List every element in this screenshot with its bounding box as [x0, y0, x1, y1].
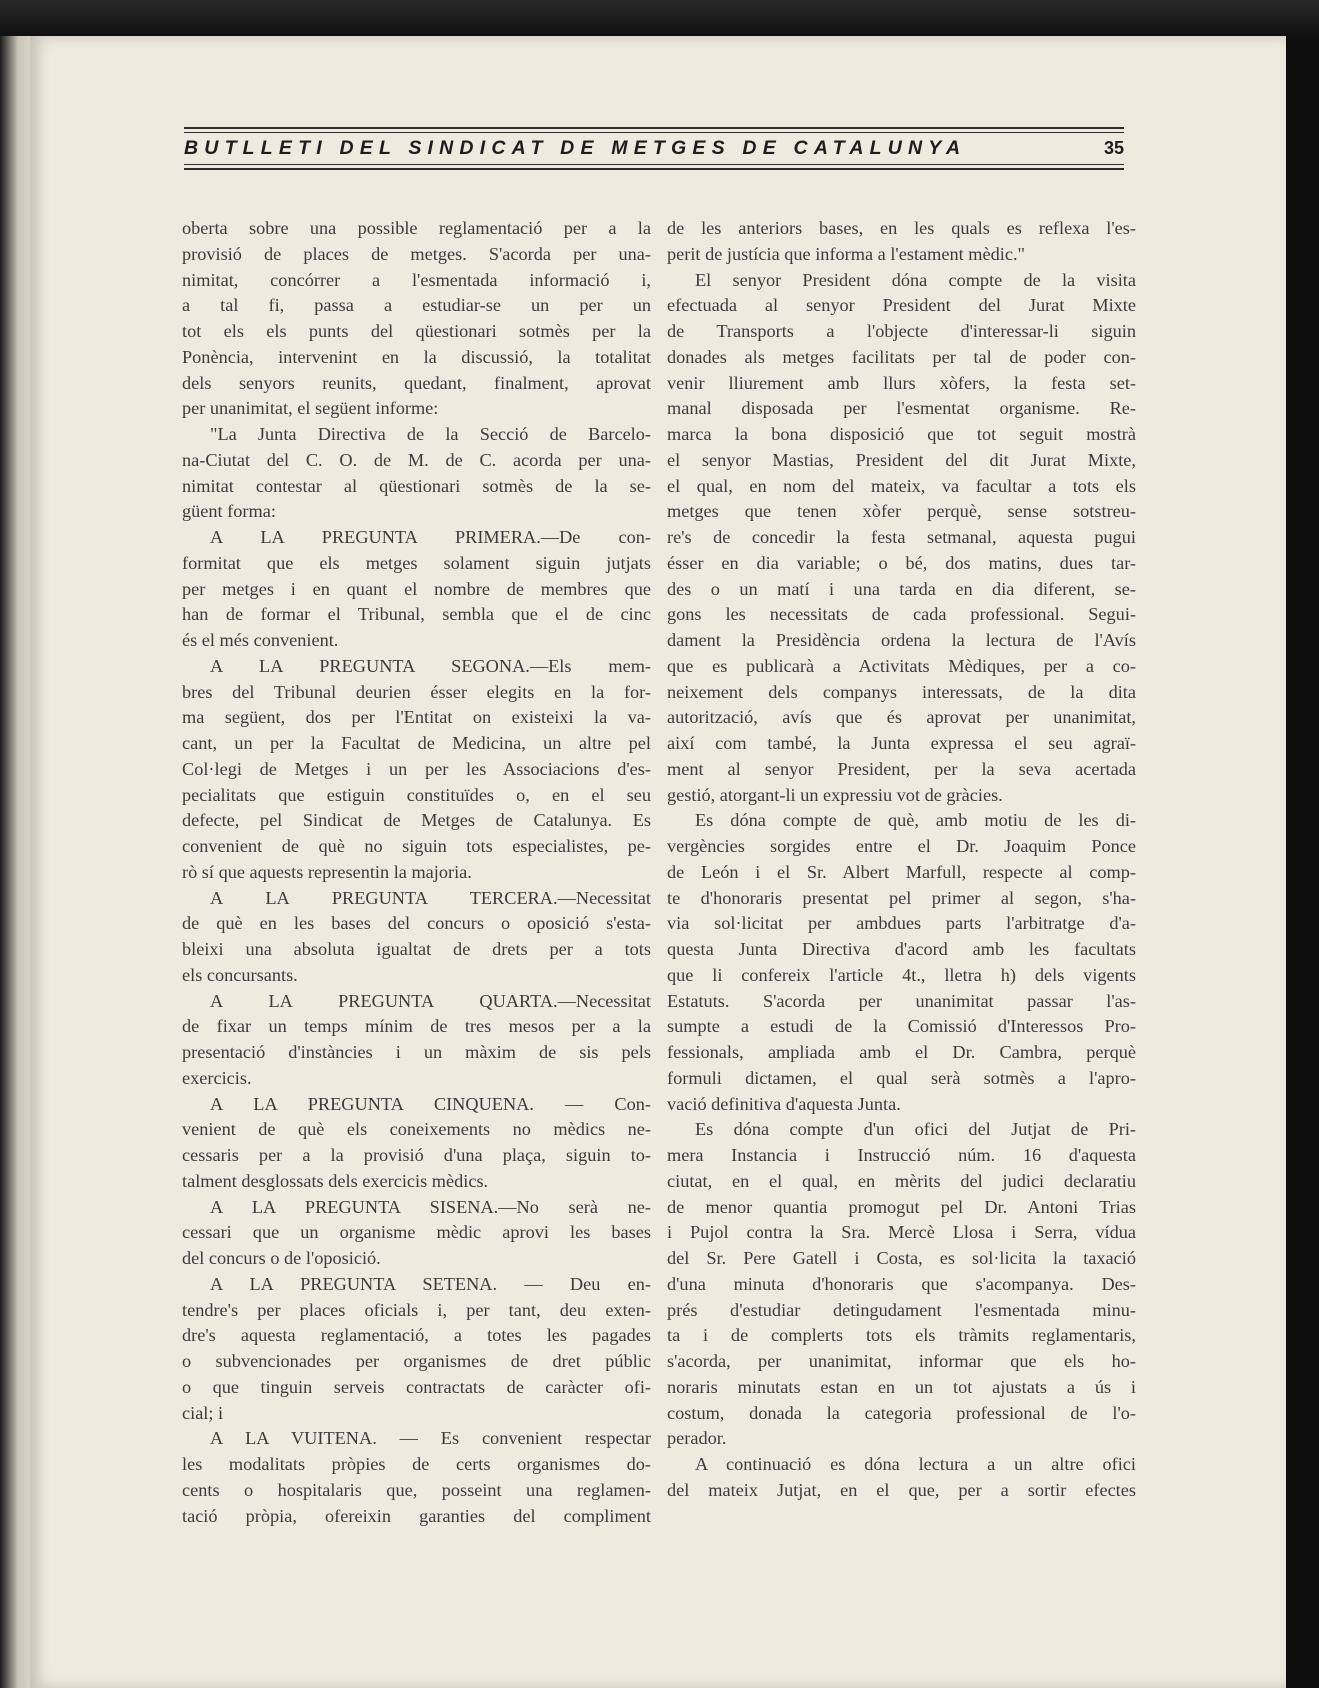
header-rule-bottom: [184, 168, 1124, 170]
text-line: bleixi una absoluta igualtat de drets per a tots: [182, 939, 651, 959]
text-line: pecialitats que estiguin constituïdes o, en el seu: [182, 784, 651, 805]
text-line: del Sr. Pere Gatell i Costa, es sol·licita la taxació: [667, 1248, 1136, 1268]
text-line: exercicis.: [182, 1067, 252, 1088]
text-line: Ponència, intervenint en la discussió, la totalitat: [182, 346, 651, 367]
text-line: i Pujol contra la Sra. Mercè Llosa i Serra, vídua: [667, 1222, 1136, 1243]
text-line: defecte, pel Sindicat de Metges de Catalunya. Es: [182, 810, 651, 831]
text-line: neixement dels companys interessats, de la dita: [667, 681, 1136, 702]
text-line: dre's aquesta reglamentació, a totes les pagades: [182, 1325, 651, 1346]
text-line: així com també, la Junta expressa el seu agraï-: [667, 733, 1136, 753]
text-line: vació definitiva d'aquesta Junta.: [667, 1093, 901, 1114]
text-line: güent forma:: [182, 501, 276, 522]
text-line: A LA VUITENA. — Es convenient respectar: [210, 1428, 651, 1449]
header-rule-top-thin: [184, 132, 1124, 133]
text-line: Col·legi de Metges i un per les Associacions d'es-: [182, 758, 651, 779]
text-line: venient de què els coneixements no mèdics ne-: [182, 1119, 651, 1140]
text-line: na-Ciutat del C. O. de M. de C. acorda per una-: [182, 449, 651, 470]
header-row: [184, 137, 1124, 160]
book-gutter: [0, 36, 30, 1688]
text-line: el senyor Mastias, President del dit Jurat Mixte,: [667, 449, 1136, 470]
text-line: que es publicarà a Activitats Mèdiques, per a co-: [667, 655, 1136, 676]
text-line: vergències sorgides entre el Dr. Joaquim Ponce: [667, 836, 1136, 856]
text-line: de què en les bases del concurs o oposició s'esta-: [182, 913, 651, 934]
text-line: de menor quantia promogut pel Dr. Antoni Trias: [667, 1196, 1136, 1217]
text-line: de fixar un temps mínim de tres mesos per a la: [182, 1016, 651, 1037]
text-line: A LA PREGUNTA SISENA.—No serà ne-: [210, 1196, 651, 1217]
header-rule-top: [184, 127, 1124, 129]
text-line: d'una minuta d'honoraris que s'acompanya. Des-: [667, 1273, 1136, 1294]
text-line: formitat que els metges solament siguin jutjats: [182, 552, 651, 573]
page-number: 35: [1103, 138, 1124, 158]
text-line: oberta sobre una possible reglamentació per a la: [182, 218, 651, 238]
scan-top-edge: [0, 0, 1319, 36]
text-line: perador.: [667, 1428, 727, 1449]
text-line: del mateix Jutjat, en el que, per a sortir efectes: [667, 1479, 1136, 1500]
text-line: perit de justícia que informa a l'estament mèdic.": [667, 243, 1025, 264]
text-line: A LA PREGUNTA SEGONA.—Els mem-: [210, 655, 651, 676]
text-line: ta i de complerts tots els tràmits reglamentaris,: [667, 1325, 1136, 1346]
text-line: talment desglossats dels exercicis mèdics.: [182, 1170, 489, 1191]
text-line: nimitat contestar al qüestionari sotmès de la se-: [182, 475, 651, 496]
text-line: els concursants.: [182, 964, 298, 985]
text-line: tendre's per places oficials i, per tant, deu exten-: [182, 1299, 651, 1320]
text-line: manal disposada per l'esmentat organisme. Re-: [667, 398, 1136, 419]
text-line: del concurs o de l'oposició.: [182, 1248, 381, 1268]
text-line: mera Instancia i Instrucció núm. 16 d'aquesta: [667, 1145, 1136, 1165]
text-line: dels senyors reunits, quedant, finalment, aprovat: [182, 372, 651, 393]
text-column-left: [182, 216, 651, 1529]
text-line: s'acorda, per unanimitat, informar que els ho-: [667, 1351, 1136, 1371]
text-line: efectuada al senyor President del Jurat Mixte: [667, 295, 1136, 316]
text-line: des o un matí i una tarda en dia diferent, se-: [667, 578, 1136, 599]
text-line: de les anteriors bases, en les quals es reflexa l'es-: [667, 218, 1136, 238]
text-line: dament la Presidència ordena la lectura de l'Avís: [667, 630, 1136, 650]
text-line: noraris minutats estan en un tot ajustats a ús i: [667, 1376, 1136, 1397]
text-line: A LA PREGUNTA PRIMERA.—De con-: [210, 527, 651, 547]
text-line: a tal fi, passa a estudiar-se un per un: [182, 295, 651, 316]
text-line: prés d'estudiar detingudament l'esmentada minu-: [667, 1299, 1136, 1320]
text-line: per metges i en quant el nombre de membres que: [182, 578, 651, 599]
text-line: presentació d'instàncies i un màxim de sis pels: [182, 1042, 651, 1062]
text-line: per unanimitat, el següent informe:: [182, 398, 439, 419]
text-line: de Transports a l'objecte d'interessar-li siguin: [667, 321, 1136, 341]
text-line: metges que tenen xòfer perquè, sense sotstreu-: [667, 501, 1136, 522]
text-line: bres del Tribunal deurien ésser elegits en la for-: [182, 681, 651, 702]
running-title: BUTLLETI DEL SINDICAT DE METGES DE CATALUNYA: [184, 137, 967, 159]
text-line: cessaris per a la provisió d'una plaça, siguin to-: [182, 1145, 651, 1165]
text-line: A LA PREGUNTA TERCERA.—Necessitat: [210, 887, 651, 908]
text-line: re's de concedir la festa setmanal, aquesta pugui: [667, 527, 1136, 547]
text-line: ésser en dia variable; o bé, dos matins, dues tar-: [667, 552, 1136, 573]
text-line: donades als metges facilitats per tal de poder con-: [667, 346, 1136, 367]
text-line: convenient de què no siguin tots especialistes, pe-: [182, 836, 651, 856]
text-line: les modalitats pròpies de certs organismes do-: [182, 1454, 651, 1474]
text-line: cessari que un organisme mèdic aprovi les bases: [182, 1222, 651, 1243]
header-rule-bottom-thin: [184, 164, 1124, 165]
text-line: sumpte a estudi de la Comissió d'Interessos Pro-: [667, 1016, 1136, 1037]
text-line: ciutat, en el qual, en mèrits del judici declaratiu: [667, 1170, 1136, 1191]
page-header: [184, 127, 1124, 173]
text-line: o que tinguin serveis contractats de caràcter ofi-: [182, 1376, 651, 1397]
text-column-right: [667, 216, 1136, 1504]
text-line: Estatuts. S'acorda per unanimitat passar l'as-: [667, 990, 1136, 1011]
text-line: el qual, en nom del mateix, va facultar a tots els: [667, 475, 1136, 496]
text-line: Es dóna compte de què, amb motiu de les di-: [695, 810, 1136, 831]
text-line: fessionals, ampliada amb el Dr. Cambra, perquè: [667, 1042, 1136, 1062]
text-line: nimitat, concórrer a l'esmentada informació i,: [182, 269, 651, 290]
text-line: Es dóna compte d'un ofici del Jutjat de Pri-: [695, 1119, 1136, 1140]
text-line: gons les necessitats de cada professional. Segui-: [667, 604, 1136, 625]
text-line: A LA PREGUNTA CINQUENA. — Con-: [210, 1093, 651, 1114]
text-line: venir lliurement amb llurs xòfers, la festa set-: [667, 372, 1136, 393]
text-line: que li confereix l'article 4t., lletra h) dels vigents: [667, 964, 1136, 985]
text-line: A continuació es dóna lectura a un altre ofici: [695, 1454, 1136, 1474]
text-line: provisió de places de metges. S'acorda per una-: [182, 243, 651, 264]
text-line: costum, donada la categoria professional de l'o-: [667, 1402, 1136, 1423]
text-line: o subvencionades per organismes de dret públic: [182, 1351, 651, 1371]
text-line: cial; i: [182, 1402, 224, 1423]
text-line: és el més convenient.: [182, 630, 339, 650]
text-line: El senyor President dóna compte de la visita: [695, 269, 1136, 290]
text-line: questa Junta Directiva d'acord amb les facultats: [667, 939, 1136, 959]
text-line: cant, un per la Facultat de Medicina, un altre pel: [182, 733, 651, 753]
text-line: "La Junta Directiva de la Secció de Barcelo-: [210, 424, 651, 444]
text-line: marca la bona disposició que tot seguit mostrà: [667, 424, 1136, 444]
text-line: tot els els punts del qüestionari sotmès per la: [182, 321, 651, 341]
text-line: te d'honoraris presentat pel primer al segon, s'ha-: [667, 887, 1136, 908]
text-line: gestió, atorgant-li un expressiu vot de gràcies.: [667, 784, 1003, 805]
scan-right-edge: [1286, 36, 1319, 1688]
text-line: rò sí que aquests representin la majoria.: [182, 861, 472, 882]
text-line: via sol·licitat per ambdues parts l'arbitratge d'a-: [667, 913, 1136, 934]
text-line: de León i el Sr. Albert Marfull, respecte al comp-: [667, 861, 1136, 882]
text-line: tació pròpia, ofereixin garanties del compliment: [182, 1505, 651, 1526]
text-line: formuli dictamen, el qual serà sotmès a l'apro-: [667, 1067, 1136, 1088]
text-line: autorització, avís que és aprovat per unanimitat,: [667, 707, 1136, 728]
text-line: A LA PREGUNTA SETENA. — Deu en-: [210, 1273, 651, 1294]
text-line: cents o hospitalaris que, posseint una reglamen-: [182, 1479, 651, 1500]
text-line: ma següent, dos per l'Entitat on existeixi la va-: [182, 707, 651, 728]
text-line: ment al senyor President, per la seva acertada: [667, 758, 1136, 779]
text-line: A LA PREGUNTA QUARTA.—Necessitat: [210, 990, 651, 1011]
text-line: han de formar el Tribunal, sembla que el de cinc: [182, 604, 651, 625]
